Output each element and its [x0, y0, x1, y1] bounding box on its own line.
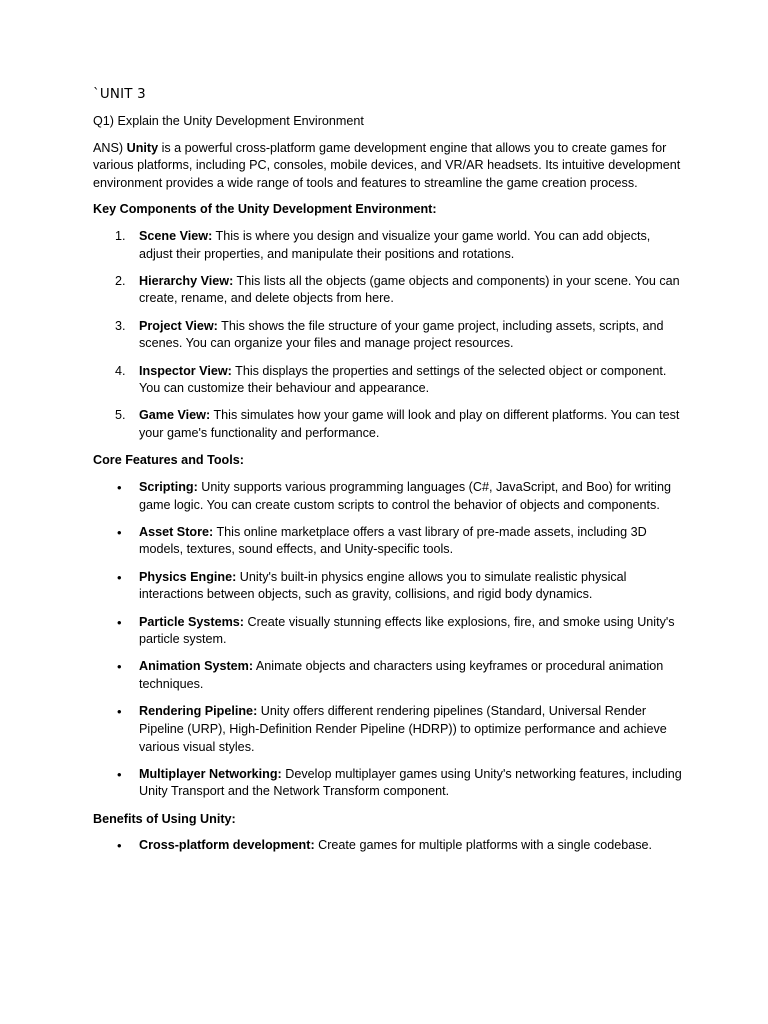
list-text: Unity's built-in physics engine allows you to simulate realistic physical interactions between objects, such as gravity, collisions, and rigid body dynamics.: [139, 569, 627, 602]
list-item: [93, 837, 683, 855]
bullet-icon: •: [117, 569, 122, 585]
key-components-list: [93, 228, 683, 443]
list-term: Asset Store:: [139, 524, 214, 539]
bullet-icon: •: [117, 659, 122, 675]
unit-title: `UNIT 3: [93, 87, 146, 102]
list-text: Unity offers different rendering pipelines (Standard, Universal Render Pipeline (URP), High-Definition Render Pipeline (HDRP)) to optimize performance and achieve various visual styles.: [139, 704, 667, 754]
list-term: Particle Systems:: [139, 614, 245, 629]
list-term: Scripting:: [139, 479, 198, 494]
list-item: [93, 318, 683, 353]
list-term: Cross-platform development:: [139, 838, 315, 853]
list-item: [93, 479, 683, 514]
list-text: Unity supports various programming languages (C#, JavaScript, and Boo) for writing game logic. You can create custom scripts to control the behavior of objects and components.: [139, 479, 671, 512]
answer-paragraph: [93, 140, 683, 193]
bullet-icon: •: [117, 614, 122, 630]
list-term: Rendering Pipeline:: [139, 704, 258, 719]
list-term: Game View:: [139, 408, 211, 423]
list-term: Hierarchy View:: [139, 273, 234, 288]
answer-body: is a powerful cross-platform game development engine that allows you to create games for various platforms, including PC, consoles, mobile devices, and VR/AR headsets. Its intuitive development environment provides a wide range of tools and features to streamline the game creation process.: [93, 140, 681, 190]
bullet-icon: •: [117, 479, 122, 495]
list-item: [93, 273, 683, 308]
list-text: Develop multiplayer games using Unity's networking features, including Unity Transport and the Network Transform component.: [139, 766, 682, 799]
list-item: [93, 524, 683, 559]
question-text: Q1) Explain the Unity Development Environment: [93, 114, 364, 128]
list-term: Scene View:: [139, 228, 213, 243]
document-page: [93, 86, 683, 865]
list-item: [93, 228, 683, 263]
list-number: 3.: [115, 318, 126, 333]
list-text: Create visually stunning effects like explosions, fire, and smoke using Unity's particle system.: [139, 614, 675, 647]
list-text: This displays the properties and settings of the selected object or component. You can customize their behaviour and appearance.: [139, 363, 667, 396]
bullet-icon: •: [117, 766, 122, 782]
list-text: This is where you design and visualize your game world. You can add objects, adjust their properties, and manipulate their positions and rotations.: [139, 228, 651, 261]
list-number: 2.: [115, 273, 126, 288]
list-number: 5.: [115, 408, 126, 423]
list-term: Animation System:: [139, 659, 254, 674]
bullet-icon: •: [117, 838, 122, 854]
answer-prefix: ANS): [93, 140, 127, 155]
core-features-heading: Core Features and Tools:: [93, 453, 244, 468]
answer-term: Unity: [126, 140, 159, 155]
key-components-heading: Key Components of the Unity Development Environment:: [93, 202, 437, 217]
list-item: [93, 569, 683, 604]
list-term: Project View:: [139, 318, 218, 333]
bullet-icon: •: [117, 524, 122, 540]
list-item: [93, 363, 683, 398]
list-item: [93, 658, 683, 693]
benefits-heading: Benefits of Using Unity:: [93, 811, 236, 826]
list-text: This online marketplace offers a vast library of pre-made assets, including 3D models, textures, sound effects, and Unity-specific tools.: [139, 524, 647, 557]
list-text: This shows the file structure of your game project, including assets, scripts, and scenes. You can organize your files and manage project resources.: [139, 318, 664, 351]
list-text: Animate objects and characters using keyframes or procedural animation techniques.: [139, 659, 664, 692]
list-item: [93, 703, 683, 756]
list-item: [93, 766, 683, 801]
list-text: Create games for multiple platforms with a single codebase.: [314, 838, 653, 853]
list-text: This simulates how your game will look and play on different platforms. You can test your game's functionality and performance.: [139, 408, 680, 441]
list-number: 4.: [115, 363, 126, 378]
bullet-icon: •: [117, 704, 122, 720]
list-number: 1.: [115, 228, 126, 243]
list-text: This lists all the objects (game objects and components) in your scene. You can create, rename, and delete objects from here.: [139, 273, 680, 306]
list-term: Physics Engine:: [139, 569, 237, 584]
list-item: [93, 614, 683, 649]
list-term: Multiplayer Networking:: [139, 766, 282, 781]
core-features-list: [93, 479, 683, 801]
list-term: Inspector View:: [139, 363, 232, 378]
benefits-list: [93, 837, 683, 855]
list-item: [93, 407, 683, 442]
